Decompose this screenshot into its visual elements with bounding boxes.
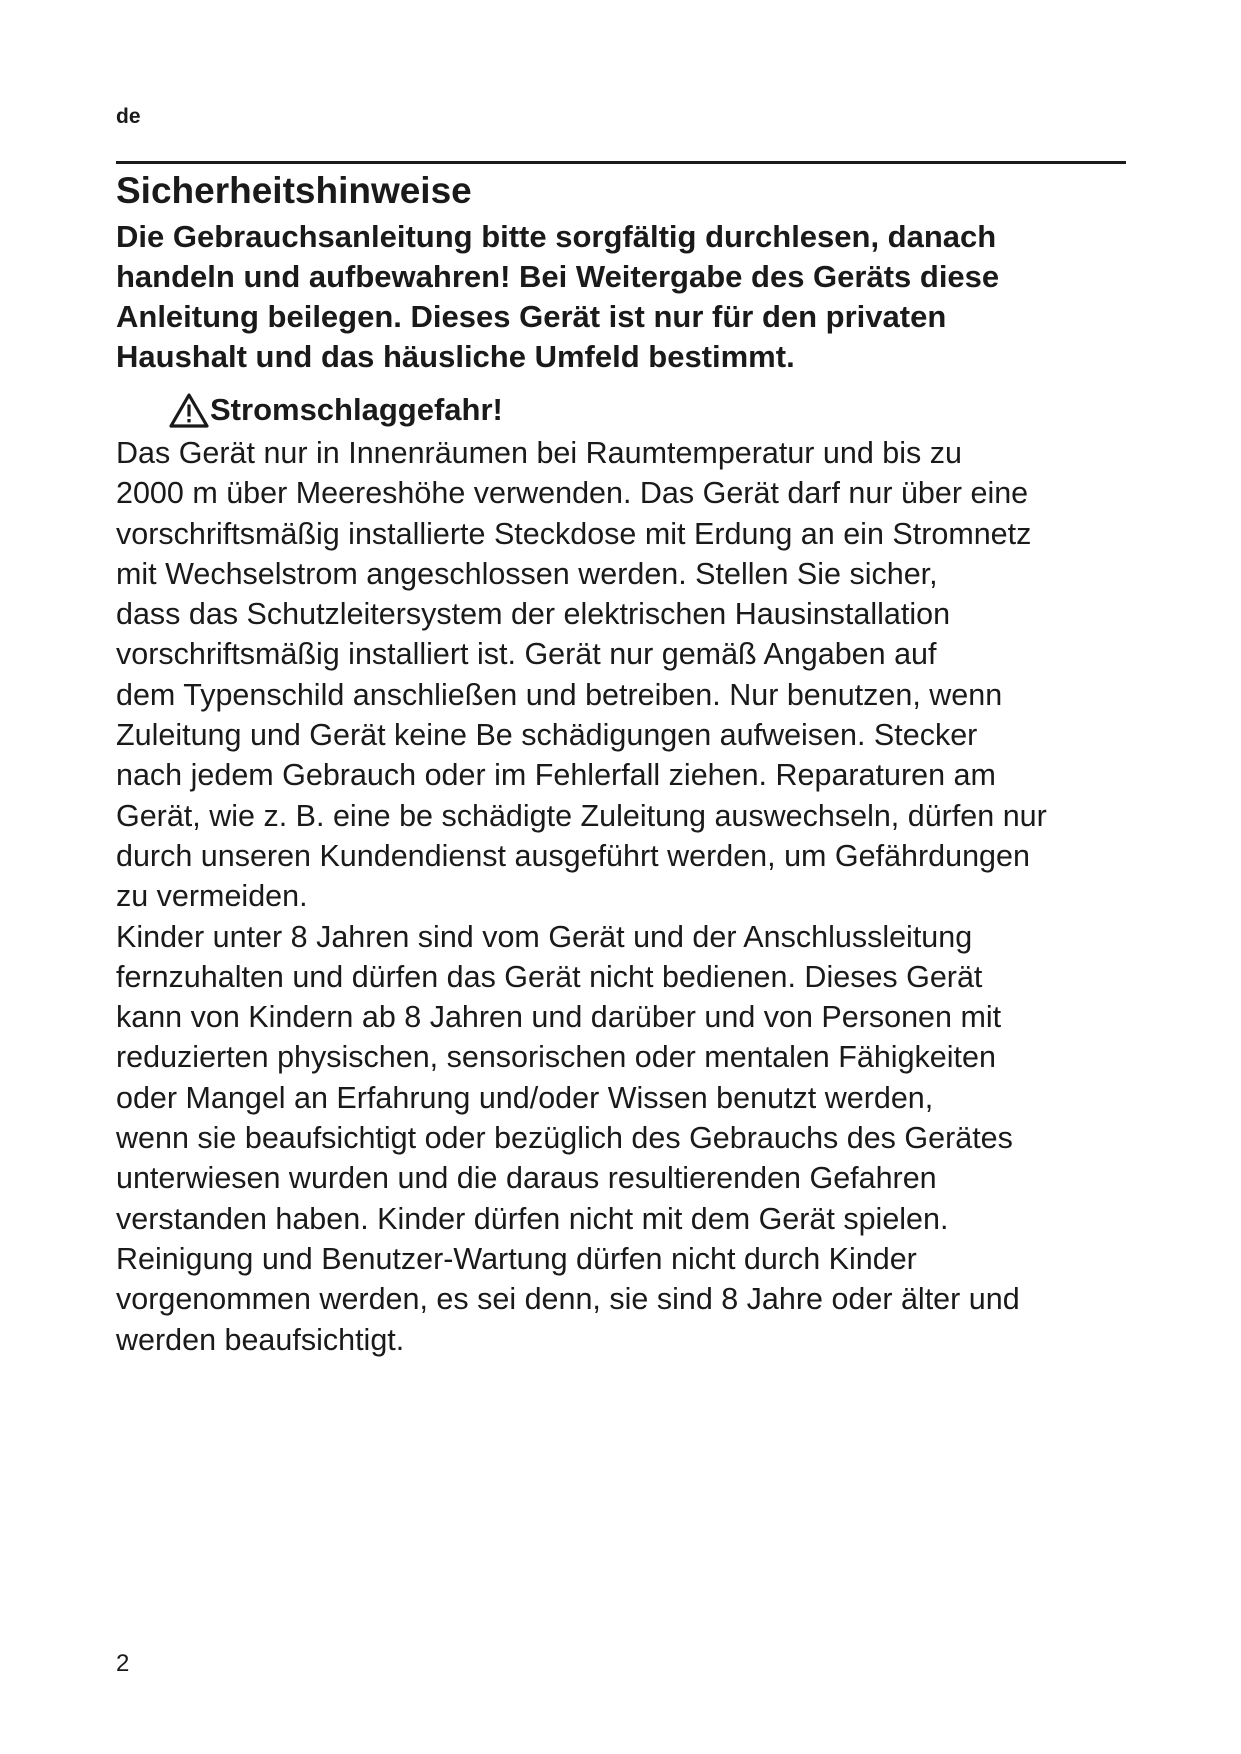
body-line: Das Gerät nur in Innenräumen bei Raumtemperatur und bis zu <box>116 436 962 470</box>
body-line: oder Mangel an Erfahrung und/oder Wissen benutzt werden, <box>116 1080 934 1115</box>
warning-triangle-icon <box>168 392 210 429</box>
body-line: Reinigung und Benutzer-Wartung dürfen nicht durch Kinder <box>116 1241 917 1276</box>
body-line: dem Typenschild anschließen und betreiben. Nur benutzen, wenn <box>116 677 1003 712</box>
body-line: durch unseren Kundendienst ausgeführt werden, um Gefährdungen <box>116 838 1030 873</box>
intro-line: Die Gebrauchsanleitung bitte sorgfältig durchlesen, danach <box>116 219 997 254</box>
intro-line: Anleitung beilegen. Dieses Gerät ist nur für den privaten <box>116 299 947 334</box>
body-line: Gerät, wie z. B. eine be schädigte Zuleitung auswechseln, dürfen nur <box>116 798 1047 833</box>
safety-instructions-text <box>116 433 1136 1360</box>
body-line: verstanden haben. Kinder dürfen nicht mit dem Gerät spielen. <box>116 1201 949 1236</box>
body-line: wenn sie beaufsichtigt oder bezüglich des Gebrauchs des Gerätes <box>116 1121 1013 1156</box>
intro-line: Haushalt und das häusliche Umfeld bestimmt. <box>116 339 795 374</box>
body-line: vorgenommen werden, es sei denn, sie sind 8 Jahre oder älter und <box>116 1282 1020 1317</box>
intro-line: handeln und aufbewahren! Bei Weitergabe des Geräts diese <box>116 259 1000 294</box>
intro-paragraph <box>116 217 1116 377</box>
section-title: Sicherheitshinweise <box>116 170 472 211</box>
electric-shock-warning <box>168 388 503 432</box>
header-divider <box>116 161 1126 164</box>
body-line: fernzuhalten und dürfen das Gerät nicht bedienen. Dieses Gerät <box>116 959 983 994</box>
body-line: vorschriftsmäßig installiert ist. Gerät nur gemäß Angaben auf <box>116 637 937 672</box>
body-line: Kinder unter 8 Jahren sind vom Gerät und der Anschlussleitung <box>116 919 973 954</box>
body-line: unterwiesen wurden und die daraus resultierenden Gefahren <box>116 1161 937 1196</box>
body-line: vorschriftsmäßig installierte Steckdose mit Erdung an ein Stromnetz <box>116 516 1032 551</box>
body-line: reduzierten physischen, sensorischen oder mentalen Fähigkeiten <box>116 1040 996 1075</box>
warning-label: Stromschlaggefahr! <box>210 392 503 427</box>
body-line: 2000 m über Meereshöhe verwenden. Das Gerät darf nur über eine <box>116 476 1029 511</box>
body-line: kann von Kindern ab 8 Jahren und darüber und von Personen mit <box>116 1000 1002 1035</box>
body-line: nach jedem Gebrauch oder im Fehlerfall ziehen. Reparaturen am <box>116 758 996 793</box>
body-line: mit Wechselstrom angeschlossen werden. Stellen Sie sicher, <box>116 556 938 591</box>
body-line: Zuleitung und Gerät keine Be schädigungen aufweisen. Stecker <box>116 718 978 753</box>
body-line: zu vermeiden. <box>116 879 308 914</box>
language-code: de <box>116 105 141 128</box>
page-number: 2 <box>116 1650 130 1677</box>
body-line: dass das Schutzleitersystem der elektrischen Hausinstallation <box>116 597 951 632</box>
body-line: werden beaufsichtigt. <box>116 1322 405 1357</box>
